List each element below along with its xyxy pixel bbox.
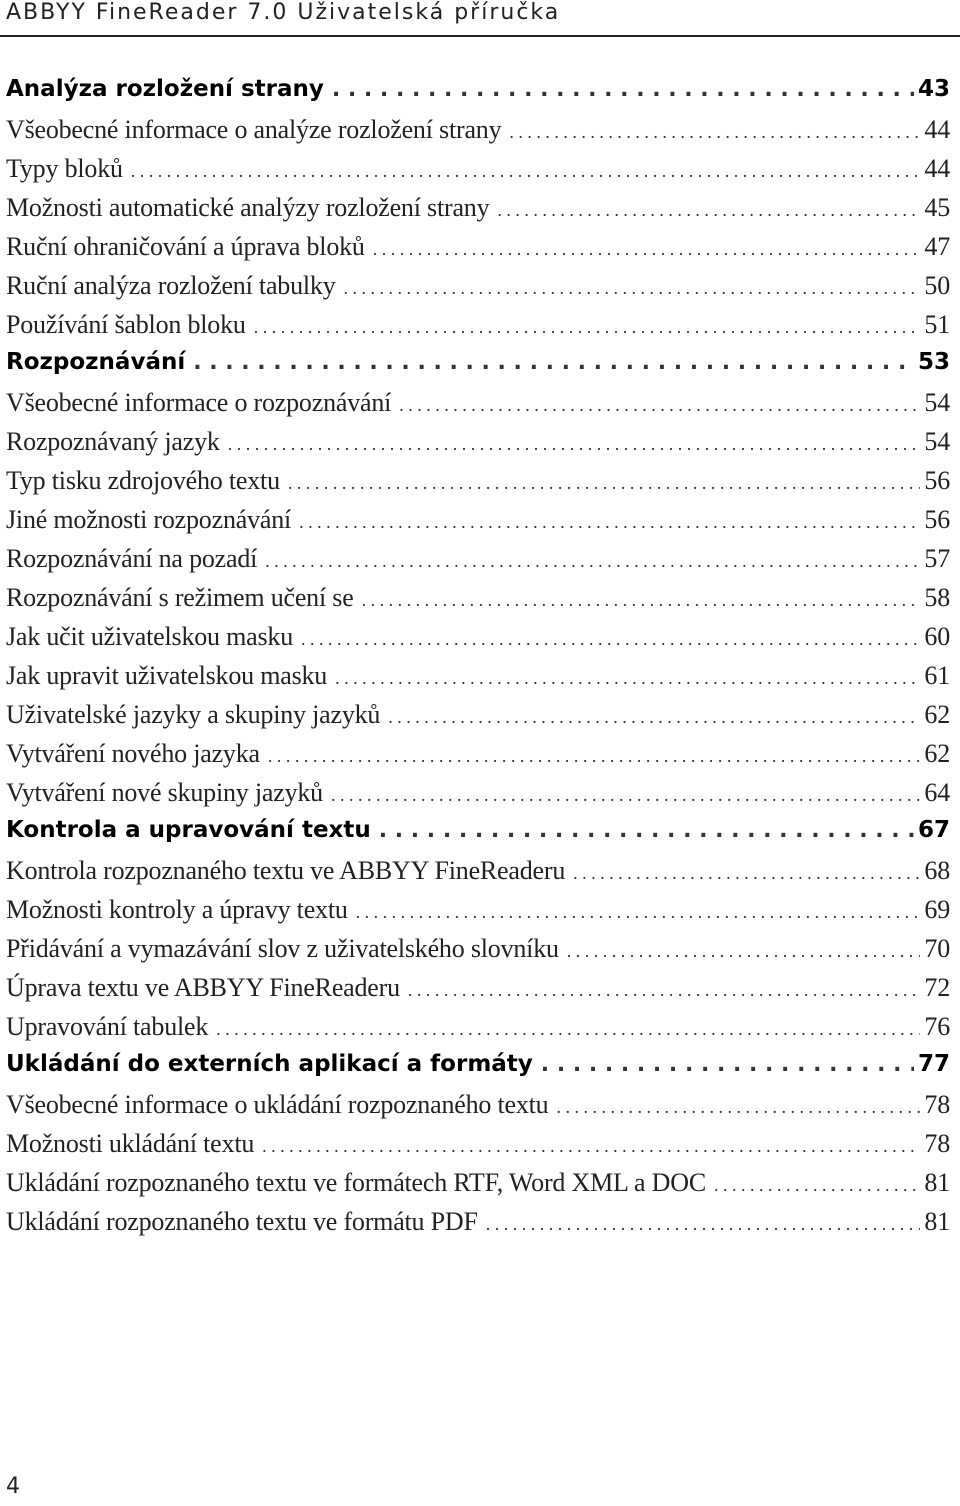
toc-entry [6, 466, 950, 505]
header-rule [0, 35, 960, 37]
toc-page-number: 61 [924, 661, 950, 690]
toc-title: Jak upravit uživatelskou masku [6, 661, 328, 690]
toc-page-number: 51 [924, 310, 950, 339]
toc-dot-leader [299, 512, 920, 533]
toc-title: Rozpoznávání [6, 349, 186, 375]
toc-dot-leader [509, 122, 920, 143]
toc-dot-leader [254, 317, 921, 338]
toc-page-number: 78 [924, 1129, 950, 1158]
toc-section-heading [6, 76, 950, 115]
toc-dot-leader [216, 1019, 920, 1040]
toc-title: Jiné možnosti rozpoznávání [6, 505, 292, 534]
toc-title: Všeobecné informace o ukládání rozpoznaného textu [6, 1090, 549, 1119]
toc-page-number: 62 [924, 700, 950, 729]
toc-dot-leader [362, 590, 921, 611]
toc-entry [6, 1090, 950, 1129]
toc-page-number: 67 [917, 817, 950, 843]
toc-entry [6, 583, 950, 622]
toc-page-number: 50 [924, 271, 950, 300]
toc-entry [6, 739, 950, 778]
table-of-contents [6, 76, 950, 1246]
toc-page-number: 56 [924, 466, 950, 495]
toc-title: Ukládání rozpoznaného textu ve formátech RTF, Word XML a DOC [6, 1168, 706, 1197]
toc-title: Ukládání do externích aplikací a formáty [6, 1051, 533, 1077]
toc-dot-leader [301, 629, 920, 650]
toc-entry [6, 232, 950, 271]
toc-title: Analýza rozložení strany [6, 76, 324, 102]
toc-section-heading [6, 1051, 950, 1090]
toc-entry [6, 388, 950, 427]
toc-dot-leader [356, 902, 921, 923]
toc-entry [6, 1012, 950, 1051]
toc-entry [6, 700, 950, 739]
toc-page-number: 56 [924, 505, 950, 534]
toc-page-number: 64 [924, 778, 950, 807]
toc-dot-leader [288, 473, 921, 494]
toc-entry [6, 193, 950, 232]
toc-title: Přidávání a vymazávání slov z uživatelského slovníku [6, 934, 559, 963]
toc-title: Možnosti ukládání textu [6, 1129, 255, 1158]
toc-page-number: 78 [924, 1090, 950, 1119]
toc-dot-leader [486, 1214, 921, 1235]
toc-title: Možnosti kontroly a úpravy textu [6, 895, 348, 924]
toc-dot-leader [268, 746, 921, 767]
toc-entry [6, 895, 950, 934]
toc-entry [6, 115, 950, 154]
toc-dot-leader [573, 863, 920, 884]
toc-dot-leader [379, 818, 914, 843]
toc-entry [6, 1207, 950, 1246]
toc-title: Úprava textu ve ABBYY FineReaderu [6, 973, 400, 1002]
toc-page-number: 68 [924, 856, 950, 885]
toc-dot-leader [556, 1097, 920, 1118]
toc-section-heading [6, 817, 950, 856]
toc-title: Vytváření nové skupiny jazyků [6, 778, 323, 807]
toc-page-number: 44 [924, 115, 950, 144]
toc-entry [6, 661, 950, 700]
toc-page-number: 69 [924, 895, 950, 924]
toc-dot-leader [399, 395, 920, 416]
toc-entry [6, 622, 950, 661]
toc-dot-leader [497, 200, 920, 221]
page-number: 4 [6, 1474, 20, 1499]
toc-title: Rozpoznávání na pozadí [6, 544, 258, 573]
toc-page-number: 62 [924, 739, 950, 768]
toc-dot-leader [228, 434, 921, 455]
toc-title: Jak učit uživatelskou masku [6, 622, 294, 651]
toc-dot-leader [335, 668, 920, 689]
toc-page-number: 70 [924, 934, 950, 963]
toc-title: Všeobecné informace o rozpoznávání [6, 388, 392, 417]
toc-title: Rozpoznávání s režimem učení se [6, 583, 354, 612]
toc-title: Vytváření nového jazyka [6, 739, 260, 768]
toc-page-number: 53 [917, 349, 950, 375]
toc-title: Možnosti automatické analýzy rozložení strany [6, 193, 490, 222]
toc-entry [6, 271, 950, 310]
toc-page-number: 76 [924, 1012, 950, 1041]
toc-page-number: 58 [924, 583, 950, 612]
toc-entry [6, 778, 950, 817]
toc-page-number: 54 [924, 427, 950, 456]
toc-title: Ukládání rozpoznaného textu ve formátu PDF [6, 1207, 478, 1236]
toc-title: Ruční analýza rozložení tabulky [6, 271, 336, 300]
toc-title: Kontrola a upravování textu [6, 817, 371, 843]
toc-entry [6, 505, 950, 544]
toc-dot-leader [541, 1052, 914, 1077]
toc-entry [6, 1168, 950, 1207]
toc-page-number: 77 [917, 1051, 950, 1077]
running-header: ABBYY FineReader 7.0 Uživatelská příručka [6, 0, 561, 25]
toc-entry [6, 856, 950, 895]
toc-title: Všeobecné informace o analýze rozložení strany [6, 115, 502, 144]
toc-dot-leader [714, 1175, 920, 1196]
toc-entry [6, 934, 950, 973]
toc-dot-leader [332, 77, 914, 102]
toc-page-number: 57 [924, 544, 950, 573]
toc-entry [6, 427, 950, 466]
toc-dot-leader [567, 941, 921, 962]
toc-title: Typy bloků [6, 154, 123, 183]
toc-page-number: 54 [924, 388, 950, 417]
toc-section-heading [6, 349, 950, 388]
toc-title: Typ tisku zdrojového textu [6, 466, 280, 495]
toc-dot-leader [388, 707, 920, 728]
toc-title: Kontrola rozpoznaného textu ve ABBYY FineReaderu [6, 856, 566, 885]
toc-title: Uživatelské jazyky a skupiny jazyků [6, 700, 381, 729]
toc-page-number: 47 [924, 232, 950, 261]
toc-entry [6, 154, 950, 193]
toc-dot-leader [344, 278, 921, 299]
toc-page-number: 72 [924, 973, 950, 1002]
toc-page-number: 81 [924, 1168, 950, 1197]
toc-entry [6, 310, 950, 349]
toc-title: Ruční ohraničování a úprava bloků [6, 232, 365, 261]
toc-dot-leader [331, 785, 920, 806]
toc-page-number: 43 [917, 76, 950, 102]
toc-page-number: 44 [924, 154, 950, 183]
toc-page-number: 60 [924, 622, 950, 651]
toc-page-number: 81 [924, 1207, 950, 1236]
toc-dot-leader [373, 239, 921, 260]
toc-page-number: 45 [924, 193, 950, 222]
toc-entry [6, 1129, 950, 1168]
toc-title: Rozpoznávaný jazyk [6, 427, 220, 456]
toc-entry [6, 544, 950, 583]
toc-dot-leader [408, 980, 920, 1001]
toc-dot-leader [193, 350, 914, 375]
toc-title: Upravování tabulek [6, 1012, 209, 1041]
toc-title: Používání šablon bloku [6, 310, 246, 339]
toc-dot-leader [131, 161, 921, 182]
toc-dot-leader [265, 551, 920, 572]
toc-dot-leader [262, 1136, 920, 1157]
toc-entry [6, 973, 950, 1012]
